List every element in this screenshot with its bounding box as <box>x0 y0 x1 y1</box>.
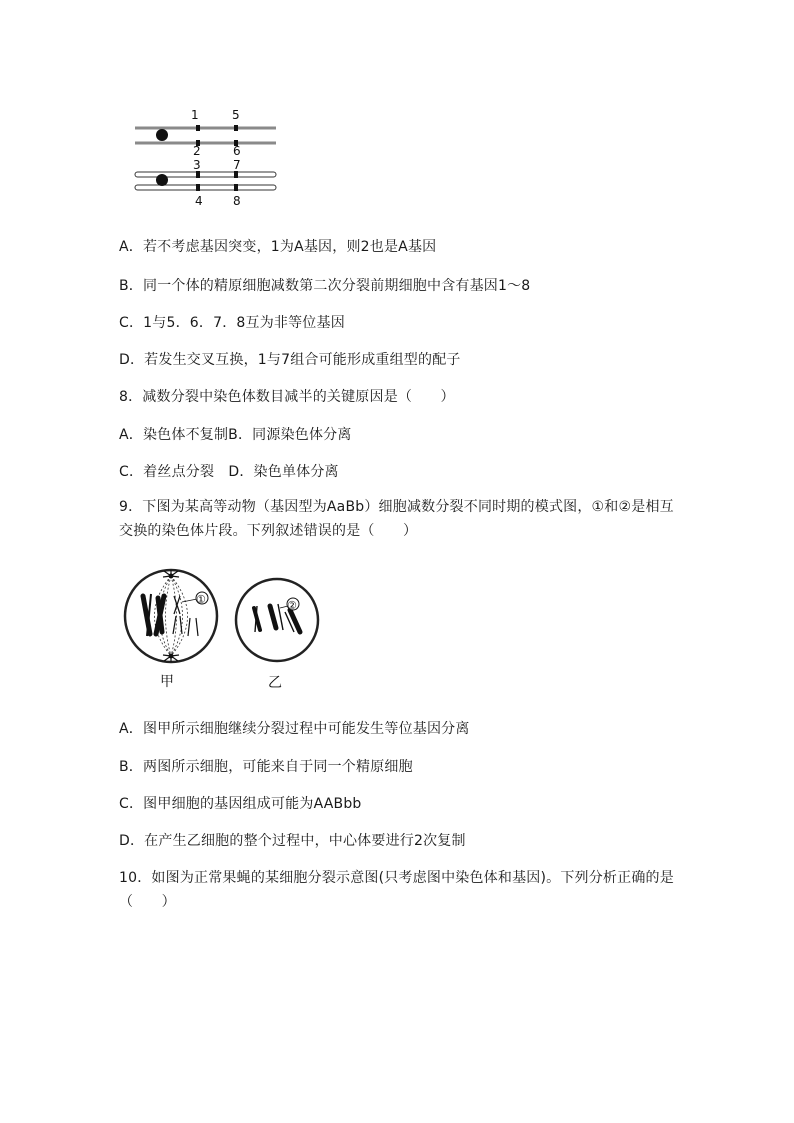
label-1: 1 <box>191 108 199 122</box>
q8-options-ab: A．染色体不复制B．同源染色体分离 <box>119 427 352 443</box>
q7-option-c: C．1与5．6．7．8互为非等位基因 <box>119 315 345 331</box>
q9-option-d: D．在产生乙细胞的整个过程中，中心体要进行2次复制 <box>119 833 466 849</box>
mark-1: ① <box>196 593 206 606</box>
label-5: 5 <box>232 108 240 122</box>
label-8: 8 <box>233 194 241 208</box>
label-7: 7 <box>233 158 241 172</box>
centromere-upper <box>156 129 168 141</box>
label-2: 2 <box>193 144 201 158</box>
locus-3 <box>196 171 200 178</box>
locus-4 <box>196 184 200 191</box>
label-yi: 乙 <box>268 675 282 691</box>
locus-7 <box>234 171 238 178</box>
q10-stem: 10．如图为正常果蝇的某细胞分裂示意图(只考虑图中染色体和基因)。下列分析正确的是（ ） <box>119 870 674 910</box>
q9-option-a: A．图甲所示细胞继续分裂过程中可能发生等位基因分离 <box>119 721 470 737</box>
mark-2: ② <box>287 599 297 612</box>
locus-8 <box>234 184 238 191</box>
q9-option-b: B．两图所示细胞，可能来自于同一个精原细胞 <box>119 759 413 775</box>
q7-option-a: A．若不考虑基因突变，1为A基因，则2也是A基因 <box>119 239 437 255</box>
chromatid-lower-1 <box>135 172 276 177</box>
label-6: 6 <box>233 144 241 158</box>
q7-option-d: D．若发生交叉互换，1与7组合可能形成重组型的配子 <box>119 352 461 368</box>
q7-option-b: B．同一个体的精原细胞减数第二次分裂前期细胞中含有基因1～8 <box>119 278 531 294</box>
locus-1 <box>196 125 200 131</box>
label-jia: 甲 <box>160 674 174 690</box>
chromatid-lower-2 <box>135 185 276 190</box>
locus-5 <box>234 125 238 131</box>
q9-option-c: C．图甲细胞的基因组成可能为AABbb <box>119 796 362 812</box>
label-3: 3 <box>193 158 201 172</box>
q9-stem: 9．下图为某高等动物（基因型为AaBb）细胞减数分裂不同时期的模式图，①和②是相互交换的染色体片段。下列叙述错误的是（ ） <box>119 499 674 539</box>
meiosis-cells-figure <box>118 566 328 692</box>
chromosome-figure <box>130 104 280 210</box>
q8-options-cd: C．着丝点分裂 D．染色单体分离 <box>119 464 339 480</box>
cell-yi <box>236 579 318 661</box>
cell-jia <box>125 570 217 662</box>
label-4: 4 <box>195 194 203 208</box>
centromere-lower <box>156 174 168 186</box>
q8-stem: 8．减数分裂中染色体数目减半的关键原因是（ ） <box>119 389 455 405</box>
